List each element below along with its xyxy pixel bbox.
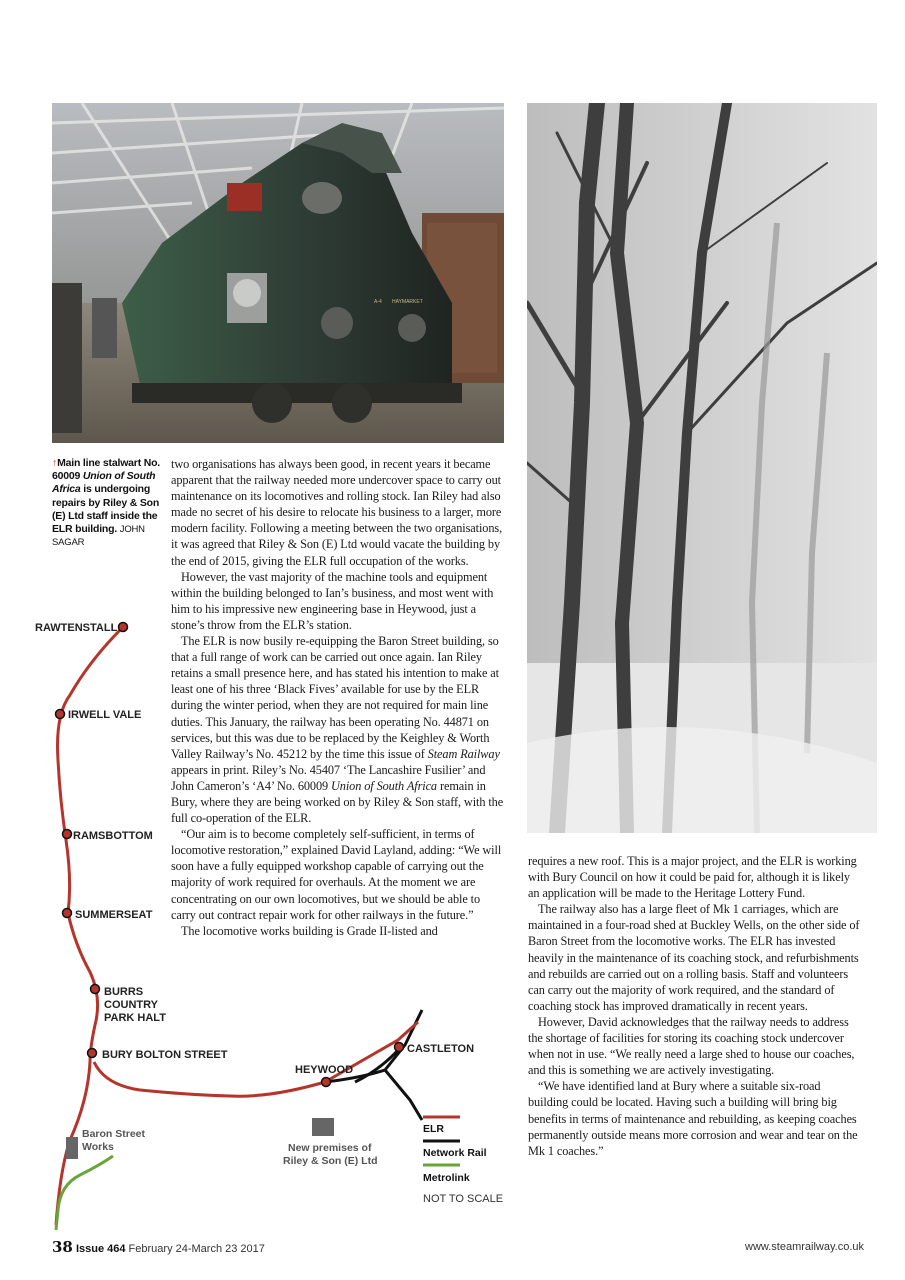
caption-text-2: is undergoing repairs by Riley & Son (E) Ltd staff inside the ELR building. [52,483,160,536]
trees-illustration [527,103,877,833]
col1-paragraph-5: The locomotive works building is Grade II-listed and [181,923,438,938]
arrow-up-icon: ↑ [52,457,58,469]
legend-metrolink: Metrolink [423,1172,470,1184]
page-number: 38 [52,1238,73,1256]
locomotive-photo [52,103,504,443]
issue-number: Issue 464 [75,1243,126,1255]
label-heywood: HEYWOOD [295,1064,354,1076]
station-marker-irwell-vale [56,710,65,719]
legend-elr: ELR [423,1123,444,1135]
col2-paragraph-2: The railway also has a large fleet of Mk 1 carriages, which are maintained in a four-road shed at Buckley Wells, on the other side of Baron Street from the locomotive works. The ELR has invested heavily in the maintenance of its coaching stock, and refurbishments and rebuilds are carried out on a rolling basis. Staff and volunteers can carry out the majority of work required, and the standard of coaching stock has improved dramatically in recent years. [528,902,860,1013]
label-burrs-1: BURRS [104,986,144,998]
label-rawtenstall: RAWTENSTALL [35,622,118,634]
riley-premises-marker [312,1118,334,1136]
col2-paragraph-1: requires a new roof. This is a major project, and the ELR is working with Bury Council on how it could be paid for, although it is likely an application will be made to the Heritage Lottery Fund. [528,854,857,901]
col1-p3-a: The ELR is now busily re-equipping the Baron Street building, so that a full range of work can be carried out once again. Ian Riley retains a small presence here, and has stated his intention to make at least one of his three ‘Black Fives’ available for use by the ELR during the winter period, when they are not required for main line duties. This January, the railway has been operating No. 44871 on services, but this was due to be replaced by the Keighley & Worth Valley Railway’s No. 45212 by the time this issue of [171,634,499,761]
station-marker-bury [88,1049,97,1058]
website-url: www.steamrailway.co.uk [745,1241,864,1253]
station-marker-castleton [395,1043,404,1052]
label-burrs-2: COUNTRY [104,999,158,1011]
legend-network-rail: Network Rail [423,1147,487,1159]
label-ramsbottom: RAMSBOTTOM [73,830,153,842]
col1-paragraph-2: However, the vast majority of the machine tools and equipment within the building belonged to Ian’s business, and most went with him to his impressive new engineering base in Heywood, just a stone’s throw from the ELR’s station. [171,569,494,632]
col1-p3-c: remain in Bury, where they are being worked on by Riley & Son staff, with the full co-operation of the ELR. [171,778,504,826]
label-bury: BURY BOLTON STREET [102,1049,228,1061]
page-footer [52,1238,864,1256]
caption-text-1: Main line stalwart No. 60009 [52,457,161,483]
issue-date: February 24-March 23 2017 [128,1243,265,1255]
article-column-2 [528,853,863,1159]
caption-italic: Union of South Africa [52,470,156,496]
station-marker-rawtenstall [119,623,128,632]
caption-credit: JOHN SAGAR [52,524,145,549]
network-rail-line-south [385,1070,422,1120]
label-baron-2: Works [82,1141,114,1153]
baron-street-works-marker [66,1137,78,1159]
col1-paragraph-1: two organisations has always been good, in recent years it became apparent that the railway needed more undercover space to carry out maintenance on its locomotives and rolling stock. Ian Riley had also made no secret of his desire to relocate his business to a larger, more modern facility. Following a meeting between the two organisations, it was agreed that Riley & Son (E) Ltd would vacate the building by the end of 2015, giving the ELR full occupation of the works. [171,457,503,568]
col2-paragraph-4: “We have identified land at Bury where a suitable six-road building could be located. Having such a building will bring big benefits in terms of maintenance and rebuilding, as keeping coaches permanently outside means more corrosion and wear and tear on the Mk 1 coaches.” [528,1079,858,1158]
label-castleton: CASTLETON [407,1043,475,1055]
col1-p3-italic: Steam Railway [427,746,500,761]
not-to-scale-note: NOT TO SCALE [423,1193,504,1205]
label-irwell-vale: IRWELL VALE [68,709,142,721]
misty-trees-photo [527,103,877,833]
photo-caption [52,457,162,549]
station-marker-heywood [322,1078,331,1087]
col2-paragraph-3: However, David acknowledges that the railway needs to address the shortage of facilities for storing its coaching stock undercover when not in use. “We really need a large shed to house our coaches, and this is something we are actively investigating. [528,1014,855,1078]
label-summerseat: SUMMERSEAT [75,909,153,921]
label-baron-1: Baron Street [82,1128,146,1140]
col1-p3-b: appears in print. Riley’s No. 45407 ‘The Lancashire Fusilier’ and John Cameron’s ‘A4’ No. 60009 [171,762,486,793]
col1-p3-italic2: Union of South Africa [331,778,437,793]
locomotive-illustration [52,103,504,443]
station-marker-summerseat [63,909,72,918]
col1-paragraph-4: “Our aim is to become completely self-sufficient, in terms of locomotive restoration,” explained David Layland, adding: “We will soon have a fully equipped workshop capable of carrying out the majority of work required for overhauls. At the moment we are concentrating on our own locomotives, but we should be able to carry out contract repair work for other railways in the future.” [171,827,502,922]
label-riley-1: New premises of [288,1142,372,1154]
label-burrs-3: PARK HALT [104,1012,166,1024]
label-riley-2: Riley & Son (E) Ltd [283,1155,378,1167]
station-marker-ramsbottom [63,830,72,839]
shed-plate: HAYMARKET [392,299,423,305]
a4-plate: A-4 [374,299,382,305]
route-map [30,600,510,1240]
station-marker-burrs [91,985,100,994]
